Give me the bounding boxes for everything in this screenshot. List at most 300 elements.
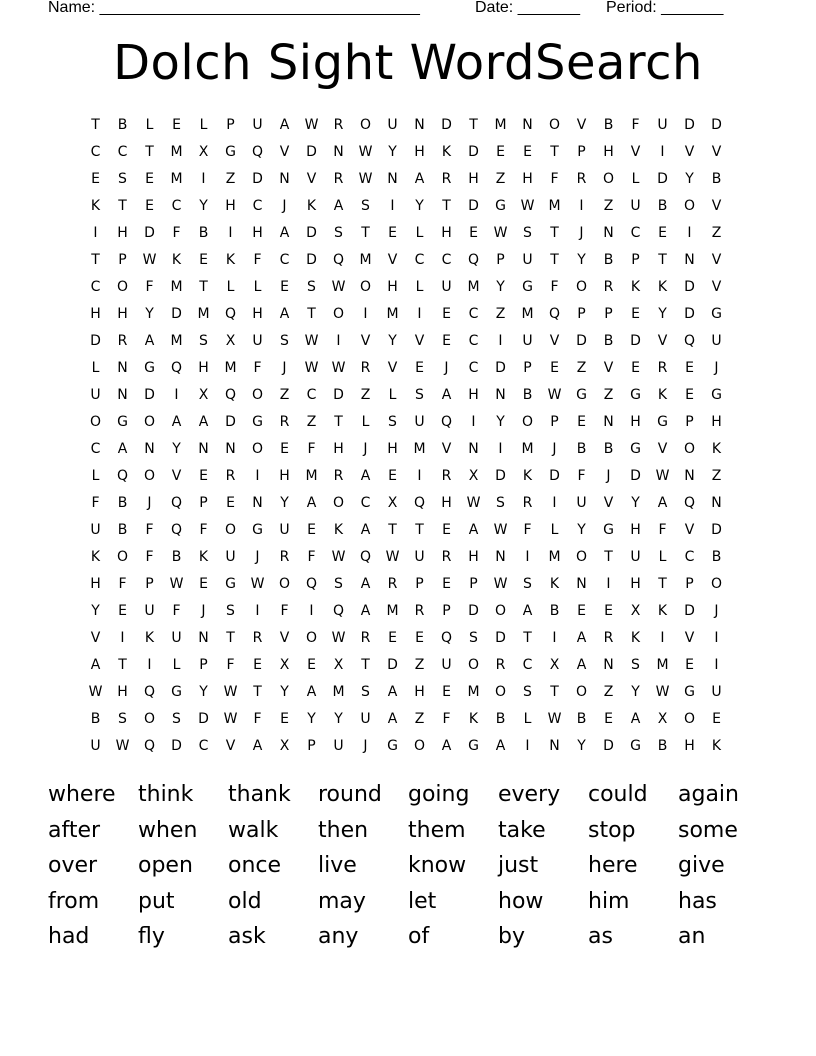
grid-letter: U xyxy=(90,522,101,538)
grid-letter: O xyxy=(224,522,237,538)
grid-letter: R xyxy=(333,117,344,133)
grid-letter: S xyxy=(334,225,343,241)
grid-letter: R xyxy=(333,171,344,187)
grid-letter: O xyxy=(575,684,588,700)
grid-letter: E xyxy=(91,171,100,187)
grid-letter: Y xyxy=(199,684,208,700)
grid-letter: P xyxy=(631,252,640,268)
grid-row xyxy=(82,573,730,600)
grid-letter: A xyxy=(387,711,398,727)
grid-letter: H xyxy=(252,225,263,241)
grid-letter: G xyxy=(522,279,533,295)
grid-letter: T xyxy=(604,549,613,565)
grid-letter: M xyxy=(305,468,318,484)
grid-letter: D xyxy=(657,171,668,187)
grid-letter: E xyxy=(280,279,289,295)
grid-letter: I xyxy=(93,225,98,241)
grid-letter: E xyxy=(631,306,640,322)
grid-letter: N xyxy=(495,549,506,565)
grid-letter: S xyxy=(118,711,127,727)
grid-letter: X xyxy=(225,333,236,349)
word-item: could xyxy=(588,782,648,807)
grid-letter: Q xyxy=(440,630,453,646)
grid-letter: C xyxy=(522,657,533,673)
grid-letter: J xyxy=(255,549,260,565)
grid-letter: W xyxy=(385,549,400,565)
grid-letter: Y xyxy=(577,522,586,538)
grid-letter: B xyxy=(657,738,668,754)
grid-letter: F xyxy=(145,522,154,538)
grid-letter: E xyxy=(604,603,613,619)
grid-letter: G xyxy=(144,360,155,376)
grid-letter: U xyxy=(279,522,290,538)
grid-letter: T xyxy=(334,414,343,430)
grid-letter: L xyxy=(388,387,397,403)
grid-letter: R xyxy=(279,414,290,430)
word-item: going xyxy=(408,782,470,807)
grid-letter: M xyxy=(170,171,183,187)
grid-letter: L xyxy=(658,549,667,565)
grid-letter: D xyxy=(144,387,155,403)
grid-letter: N xyxy=(576,576,587,592)
grid-letter: S xyxy=(523,225,532,241)
grid-letter: J xyxy=(552,441,557,457)
grid-letter: D xyxy=(468,603,479,619)
grid-letter: I xyxy=(201,171,206,187)
grid-letter: F xyxy=(253,711,262,727)
grid-letter: M xyxy=(332,684,345,700)
grid-letter: H xyxy=(387,441,398,457)
grid-letter: L xyxy=(172,657,181,673)
grid-letter: W xyxy=(547,387,562,403)
grid-letter: K xyxy=(468,711,479,727)
grid-letter: W xyxy=(304,117,319,133)
grid-letter: B xyxy=(198,225,209,241)
grid-letter: P xyxy=(469,576,478,592)
grid-letter: O xyxy=(413,738,426,754)
grid-letter: N xyxy=(333,144,344,160)
grid-letter: E xyxy=(442,576,451,592)
grid-letter: U xyxy=(360,711,371,727)
grid-letter: T xyxy=(307,306,316,322)
grid-row xyxy=(82,303,730,330)
grid-letter: W xyxy=(250,576,265,592)
letter-grid xyxy=(82,114,730,762)
grid-letter: C xyxy=(360,495,371,511)
grid-letter: N xyxy=(225,441,236,457)
word-item: then xyxy=(318,817,369,843)
grid-letter: I xyxy=(552,630,557,646)
grid-letter: O xyxy=(143,468,156,484)
grid-letter: Z xyxy=(603,198,614,214)
grid-letter: W xyxy=(358,144,373,160)
grid-letter: X xyxy=(279,738,290,754)
grid-letter: C xyxy=(90,279,101,295)
grid-letter: F xyxy=(226,657,235,673)
grid-letter: A xyxy=(198,414,209,430)
grid-letter: T xyxy=(415,522,424,538)
grid-letter: D xyxy=(252,171,263,187)
grid-letter: W xyxy=(466,495,481,511)
grid-letter: C xyxy=(117,144,128,160)
grid-letter: Q xyxy=(143,738,156,754)
name-field-label: Name: ____________________________________ xyxy=(48,0,420,16)
grid-letter: M xyxy=(521,441,534,457)
word-item: has xyxy=(678,888,717,914)
grid-letter: V xyxy=(414,333,425,349)
grid-letter: O xyxy=(305,630,318,646)
grid-letter: Q xyxy=(683,333,696,349)
grid-letter: U xyxy=(441,279,452,295)
grid-letter: Q xyxy=(170,495,183,511)
grid-letter: J xyxy=(606,468,611,484)
grid-letter: K xyxy=(144,630,155,646)
grid-letter: O xyxy=(683,198,696,214)
grid-letter: M xyxy=(467,279,480,295)
grid-letter: V xyxy=(630,144,641,160)
grid-letter: E xyxy=(118,603,127,619)
grid-letter: Q xyxy=(224,387,237,403)
word-item: them xyxy=(408,817,466,843)
grid-letter: I xyxy=(687,225,692,241)
grid-letter: U xyxy=(522,252,533,268)
word-item: again xyxy=(678,782,739,807)
grid-letter: O xyxy=(332,495,345,511)
grid-letter: D xyxy=(144,225,155,241)
grid-letter: G xyxy=(387,738,398,754)
grid-letter: S xyxy=(469,630,478,646)
grid-letter: V xyxy=(711,144,722,160)
grid-letter: I xyxy=(174,387,179,403)
grid-letter: L xyxy=(145,117,154,133)
grid-letter: T xyxy=(469,117,478,133)
grid-letter: D xyxy=(630,468,641,484)
grid-letter: M xyxy=(359,252,372,268)
grid-letter: F xyxy=(631,117,640,133)
grid-letter: T xyxy=(145,144,154,160)
grid-letter: D xyxy=(684,279,695,295)
grid-letter: B xyxy=(117,522,128,538)
grid-letter: K xyxy=(225,252,236,268)
grid-letter: C xyxy=(252,198,263,214)
grid-letter: O xyxy=(332,306,345,322)
grid-letter: K xyxy=(306,198,317,214)
grid-row xyxy=(82,222,730,249)
grid-letter: K xyxy=(657,279,668,295)
grid-letter: V xyxy=(711,252,722,268)
grid-letter: P xyxy=(685,576,694,592)
grid-letter: K xyxy=(171,252,182,268)
grid-letter: U xyxy=(333,738,344,754)
grid-letter: O xyxy=(251,387,264,403)
grid-row xyxy=(82,195,730,222)
grid-letter: H xyxy=(441,495,452,511)
grid-letter: G xyxy=(225,144,236,160)
word-item: where xyxy=(48,782,116,807)
grid-letter: T xyxy=(253,684,262,700)
word-item: an xyxy=(678,924,706,949)
word-item: from xyxy=(48,888,100,914)
word-item: just xyxy=(498,853,539,878)
grid-letter: H xyxy=(225,198,236,214)
word-item: put xyxy=(138,888,175,914)
grid-letter: W xyxy=(493,576,508,592)
grid-letter: S xyxy=(226,603,235,619)
grid-letter: F xyxy=(172,603,181,619)
grid-letter: O xyxy=(89,414,102,430)
grid-letter: E xyxy=(199,468,208,484)
grid-letter: D xyxy=(225,414,236,430)
grid-letter: O xyxy=(521,414,534,430)
grid-letter: Y xyxy=(280,684,289,700)
grid-letter: F xyxy=(442,711,451,727)
grid-letter: E xyxy=(253,657,262,673)
grid-letter: O xyxy=(359,117,372,133)
grid-letter: O xyxy=(494,684,507,700)
grid-letter: B xyxy=(171,549,182,565)
grid-letter: A xyxy=(495,738,506,754)
grid-letter: H xyxy=(441,225,452,241)
grid-letter: E xyxy=(442,333,451,349)
grid-letter: B xyxy=(522,387,533,403)
grid-letter: I xyxy=(525,738,530,754)
grid-letter: V xyxy=(279,630,290,646)
grid-letter: K xyxy=(90,198,101,214)
grid-letter: Y xyxy=(685,171,694,187)
grid-letter: B xyxy=(495,711,506,727)
grid-letter: R xyxy=(360,630,371,646)
grid-letter: N xyxy=(387,171,398,187)
grid-letter: G xyxy=(684,684,695,700)
grid-letter: P xyxy=(577,306,586,322)
grid-letter: E xyxy=(415,630,424,646)
grid-letter: O xyxy=(116,279,129,295)
grid-letter: U xyxy=(576,495,587,511)
grid-letter: I xyxy=(552,495,557,511)
grid-letter: E xyxy=(469,225,478,241)
grid-letter: N xyxy=(414,117,425,133)
grid-letter: O xyxy=(251,441,264,457)
grid-letter: E xyxy=(658,225,667,241)
grid-letter: A xyxy=(441,738,452,754)
grid-letter: O xyxy=(575,549,588,565)
grid-letter: G xyxy=(468,738,479,754)
grid-letter: S xyxy=(334,576,343,592)
grid-row xyxy=(82,330,730,357)
grid-letter: I xyxy=(390,198,395,214)
grid-letter: R xyxy=(252,630,263,646)
grid-letter: P xyxy=(496,252,505,268)
grid-letter: E xyxy=(685,360,694,376)
grid-letter: F xyxy=(280,603,289,619)
grid-letter: X xyxy=(387,495,398,511)
grid-letter: L xyxy=(415,225,424,241)
grid-letter: H xyxy=(117,684,128,700)
grid-letter: Y xyxy=(415,198,424,214)
grid-letter: Q xyxy=(170,360,183,376)
grid-letter: V xyxy=(90,630,101,646)
grid-letter: U xyxy=(225,549,236,565)
grid-letter: F xyxy=(91,495,100,511)
grid-letter: W xyxy=(88,684,103,700)
grid-letter: Q xyxy=(440,414,453,430)
grid-letter: U xyxy=(522,333,533,349)
grid-letter: A xyxy=(630,711,641,727)
grid-letter: U xyxy=(387,117,398,133)
word-item: when xyxy=(138,817,198,843)
grid-letter: V xyxy=(603,495,614,511)
word-bank xyxy=(48,780,768,958)
grid-letter: K xyxy=(711,441,722,457)
grid-letter: N xyxy=(198,630,209,646)
grid-letter: I xyxy=(417,468,422,484)
grid-letter: B xyxy=(549,603,560,619)
grid-letter: H xyxy=(117,225,128,241)
word-item: some xyxy=(678,817,738,843)
grid-letter: N xyxy=(279,171,290,187)
grid-row xyxy=(82,249,730,276)
grid-letter: V xyxy=(684,522,695,538)
grid-letter: U xyxy=(90,387,101,403)
grid-letter: S xyxy=(523,576,532,592)
grid-letter: E xyxy=(712,711,721,727)
grid-letter: C xyxy=(468,360,479,376)
grid-letter: W xyxy=(304,360,319,376)
grid-letter: G xyxy=(576,387,587,403)
grid-letter: K xyxy=(657,603,668,619)
grid-letter: B xyxy=(603,252,614,268)
grid-letter: H xyxy=(414,684,425,700)
grid-letter: V xyxy=(657,441,668,457)
grid-letter: A xyxy=(306,684,317,700)
word-item: how xyxy=(498,888,544,914)
grid-letter: A xyxy=(252,738,263,754)
word-item: after xyxy=(48,817,101,843)
grid-letter: N xyxy=(603,414,614,430)
grid-letter: I xyxy=(147,657,152,673)
grid-row xyxy=(82,411,730,438)
grid-letter: K xyxy=(630,630,641,646)
grid-letter: E xyxy=(280,441,289,457)
grid-letter: R xyxy=(657,360,668,376)
grid-letter: D xyxy=(684,117,695,133)
grid-letter: W xyxy=(223,711,238,727)
grid-letter: U xyxy=(441,657,452,673)
grid-letter: W xyxy=(493,522,508,538)
grid-letter: Z xyxy=(414,657,425,673)
grid-letter: D xyxy=(603,738,614,754)
grid-letter: S xyxy=(172,711,181,727)
word-item: once xyxy=(228,853,282,878)
grid-letter: S xyxy=(415,387,424,403)
grid-letter: H xyxy=(684,738,695,754)
grid-letter: A xyxy=(360,468,371,484)
grid-letter: C xyxy=(441,252,452,268)
grid-letter: T xyxy=(388,522,397,538)
grid-letter: M xyxy=(413,441,426,457)
grid-letter: S xyxy=(307,279,316,295)
grid-letter: I xyxy=(255,468,260,484)
grid-letter: F xyxy=(658,522,667,538)
grid-letter: I xyxy=(120,630,125,646)
grid-letter: F xyxy=(253,252,262,268)
grid-letter: E xyxy=(442,522,451,538)
grid-letter: Q xyxy=(251,144,264,160)
grid-letter: P xyxy=(604,306,613,322)
grid-letter: H xyxy=(90,576,101,592)
grid-letter: M xyxy=(170,279,183,295)
grid-letter: T xyxy=(361,657,370,673)
grid-letter: W xyxy=(331,360,346,376)
grid-letter: A xyxy=(360,576,371,592)
grid-letter: D xyxy=(684,306,695,322)
grid-letter: C xyxy=(171,198,182,214)
grid-letter: C xyxy=(468,333,479,349)
grid-letter: E xyxy=(226,495,235,511)
grid-letter: H xyxy=(252,306,263,322)
grid-letter: N xyxy=(198,441,209,457)
grid-letter: W xyxy=(493,225,508,241)
grid-letter: W xyxy=(655,468,670,484)
grid-letter: O xyxy=(467,657,480,673)
grid-letter: G xyxy=(252,414,263,430)
word-item: fly xyxy=(138,924,165,949)
grid-letter: H xyxy=(603,144,614,160)
grid-letter: K xyxy=(711,738,722,754)
grid-letter: I xyxy=(525,549,530,565)
grid-letter: I xyxy=(660,144,665,160)
grid-letter: G xyxy=(711,306,722,322)
grid-letter: O xyxy=(143,414,156,430)
word-item: over xyxy=(48,853,98,878)
grid-letter: H xyxy=(630,576,641,592)
grid-letter: D xyxy=(711,522,722,538)
grid-letter: F xyxy=(118,576,127,592)
grid-letter: R xyxy=(603,279,614,295)
grid-letter: R xyxy=(387,576,398,592)
grid-letter: S xyxy=(523,684,532,700)
grid-letter: Z xyxy=(279,387,290,403)
grid-letter: W xyxy=(223,684,238,700)
grid-letter: S xyxy=(118,171,127,187)
grid-letter: C xyxy=(306,387,317,403)
grid-letter: Y xyxy=(496,279,505,295)
grid-letter: V xyxy=(657,333,668,349)
grid-letter: B xyxy=(90,711,101,727)
grid-letter: A xyxy=(441,387,452,403)
grid-letter: E xyxy=(523,144,532,160)
word-item: ask xyxy=(228,924,266,949)
word-item: him xyxy=(588,888,630,914)
grid-letter: H xyxy=(630,522,641,538)
grid-letter: I xyxy=(579,198,584,214)
word-item: had xyxy=(48,924,90,949)
grid-letter: C xyxy=(630,225,641,241)
grid-letter: N xyxy=(144,441,155,457)
grid-letter: W xyxy=(547,711,562,727)
grid-letter: H xyxy=(333,441,344,457)
grid-letter: X xyxy=(630,603,641,619)
word-row xyxy=(48,851,768,887)
grid-letter: N xyxy=(603,225,614,241)
grid-letter: I xyxy=(498,441,503,457)
grid-letter: N xyxy=(117,360,128,376)
grid-letter: Y xyxy=(388,333,397,349)
grid-letter: O xyxy=(116,549,129,565)
grid-letter: W xyxy=(142,252,157,268)
grid-letter: E xyxy=(631,360,640,376)
grid-row xyxy=(82,465,730,492)
